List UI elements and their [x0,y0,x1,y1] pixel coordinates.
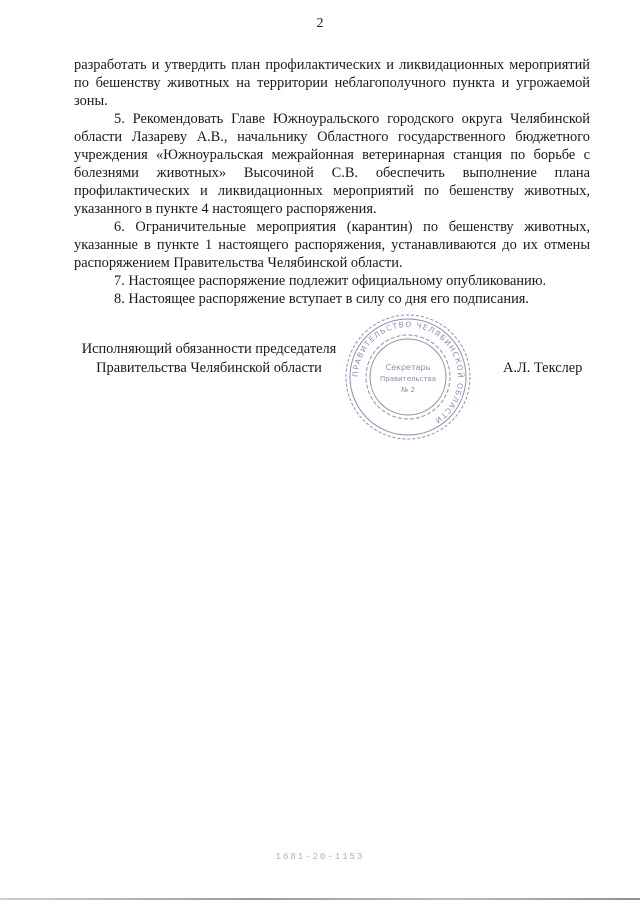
stamp-inner-line-2: Правительства [380,375,436,383]
page-number: 2 [316,16,324,31]
signer-title [74,340,344,378]
signer-name: А.Л. Текслер [503,360,583,376]
official-stamp [343,312,473,442]
document-body [74,56,590,308]
signer-title-line-1: Исполняющий обязанности председателя [81,341,337,357]
stamp-ring-text: ПРАВИТЕЛЬСТВО ЧЕЛЯБИНСКОЙ ОБЛАСТИ [350,319,466,426]
footer-document-code: 1681-20-1153 [275,852,365,862]
scan-bottom-edge [0,898,640,900]
stamp-inner-line-1: Секретарь [385,363,431,372]
stamp-inner-line-3: № 2 [401,386,415,394]
paragraph-6: 6. Ограничительные мероприятия (карантин) по бешенству животных, указанные в пункте 1 настоящего распоряжения, устанавливаются до их отмены распоряжением Правительства Челябинской области. [74,219,590,271]
svg-text:ПРАВИТЕЛЬСТВО ЧЕЛЯБИНСКОЙ ОБЛА [351,320,465,426]
paragraph-5: 5. Рекомендовать Главе Южноуральского городского округа Челябинской области Лазареву А.В., начальнику Областного государственного бюджетного учреждения «Южноуральская межрайонная ветеринарная станция по борьбе с болезнями животных» Высочиной С.В. обеспечить выполнение плана профилактических и ликвидационных мероприятий по бешенству животных, указанного в пункте 4 настоящего распоряжения. [74,111,590,217]
paragraph-7: 7. Настоящее распоряжение подлежит официальному опубликованию. [114,273,547,289]
paragraph-8: 8. Настоящее распоряжение вступает в силу со дня его подписания. [114,291,529,307]
signer-title-line-2: Правительства Челябинской области [96,360,322,376]
paragraph-4-continuation: разработать и утвердить план профилактических и ликвидационных мероприятий по бешенству животных на территории неблагополучного пункта и угрожаемой зоны. [74,57,590,109]
